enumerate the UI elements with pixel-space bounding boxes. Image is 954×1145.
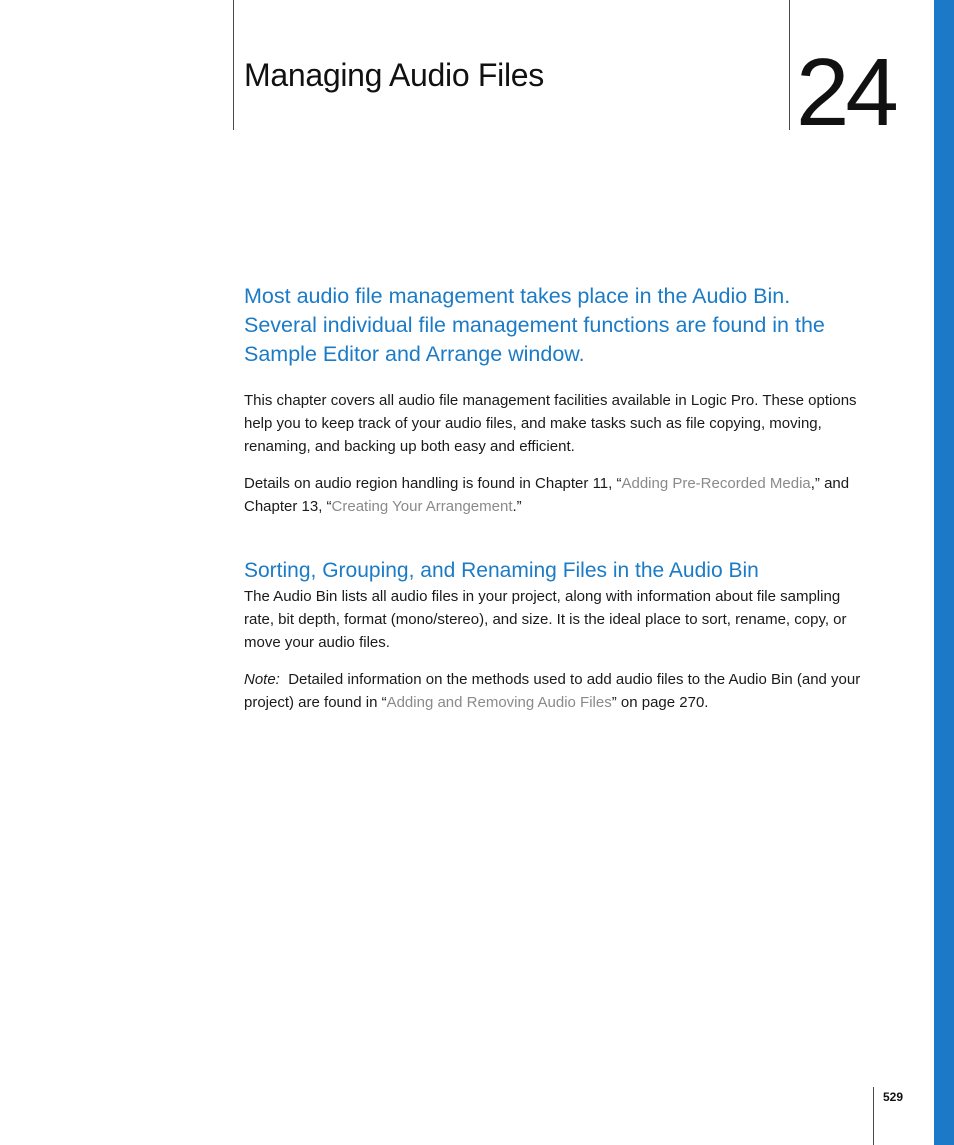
section-heading: Sorting, Grouping, and Renaming Files in the Audio Bin	[244, 559, 759, 582]
link-adding-pre-recorded-media[interactable]: Adding Pre-Recorded Media	[621, 475, 811, 492]
paragraph-details-text-1: Details on audio region handling is found in Chapter 11, “	[244, 475, 622, 492]
link-creating-your-arrangement[interactable]: Creating Your Arrangement	[331, 498, 513, 515]
chapter-tab-bar	[934, 0, 954, 1145]
chapter-title: Managing Audio Files	[244, 57, 544, 93]
footer-rule	[873, 1087, 874, 1145]
header-rule-middle	[789, 0, 790, 130]
chapter-number: 24	[796, 39, 895, 146]
header-rule-left	[233, 0, 234, 130]
note-label: Note:	[244, 671, 280, 688]
paragraph-details-text-3: .”	[512, 498, 522, 515]
paragraph-details	[244, 472, 869, 518]
note-text-1: Detailed information on the methods used to add audio files to the Audio Bin (and your project) are found in “	[244, 671, 861, 711]
paragraph-details-text-2: ,” and Chapter 13, “	[244, 475, 850, 515]
note-text-2: ” on page 270.	[611, 694, 709, 711]
note-paragraph	[244, 668, 869, 714]
paragraph-overview: This chapter covers all audio file management facilities available in Logic Pro. These options help you to keep track of your audio files, and make tasks such as file copying, moving, renaming, and backing up both easy and efficient.	[244, 392, 857, 455]
page-number: 529	[883, 1090, 904, 1104]
chapter-intro: Most audio file management takes place in the Audio Bin. Several individual file management functions are found in the Sample Editor and Arrange window.	[244, 284, 825, 366]
section-paragraph: The Audio Bin lists all audio files in your project, along with information about file sampling rate, bit depth, format (mono/stereo), and size. It is the ideal place to sort, rename, copy, or move your audio files.	[244, 588, 847, 651]
link-adding-and-removing-audio-files[interactable]: Adding and Removing Audio Files	[386, 694, 612, 711]
